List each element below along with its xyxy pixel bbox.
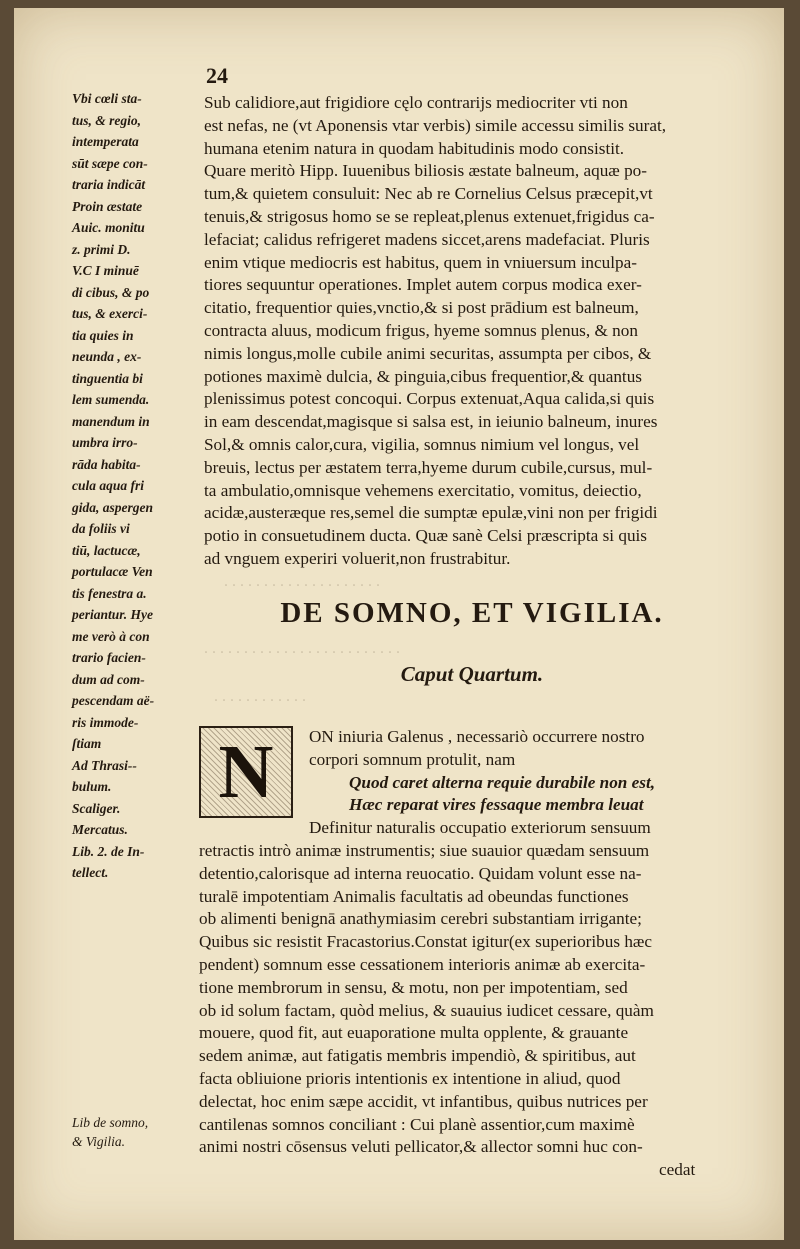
margin-note-line: di cibus, & po — [72, 284, 150, 300]
margin-note-line: tia quies in — [72, 327, 134, 343]
text-line: ob id solum factam, quòd melius, & suauius iudicet cessare, quàm — [199, 1000, 654, 1020]
margin-note-line: Scaliger. — [72, 800, 121, 816]
margin-note-line: pescendam aë- — [72, 693, 155, 708]
margin-note-line: manendum in — [72, 413, 150, 429]
text-line: est nefas, ne (vt Aponensis vtar verbis) simile accessu similis surat, — [204, 115, 667, 135]
text-line: mouere, quod fit, aut euaporatione multa opplente, & grauante — [199, 1023, 629, 1043]
text-line: enim vtique mediocris est habitus, quem in vniuersum inculpa- — [204, 252, 637, 272]
margin-note-line: z. primi D. — [72, 241, 131, 257]
text-line: nimis longus,molle cubile animi securitas, assumpta per cibos, & — [204, 343, 652, 363]
margin-note-line: & Vigilia. — [72, 1134, 125, 1149]
text-line: potiones maximè dulcia, & pinguia,cibus frequentior,& quantus — [204, 366, 642, 386]
book-page — [14, 8, 784, 1240]
decorated-initial — [199, 726, 293, 818]
text-line: lefaciat; calidus refrigeret madens siccet,arens madefaciat. Pluris — [204, 229, 650, 249]
margin-note-line: tinguentia bi — [72, 370, 143, 386]
text-line: Quare meritò Hipp. Iuuenibus biliosis æstate balneum, aquæ po- — [204, 161, 647, 181]
margin-note-line: Auic. monitu — [72, 220, 145, 235]
margin-note-line: gida, aspergen — [72, 499, 153, 515]
body-paragraph — [204, 92, 754, 571]
text-line: tenuis,& strigosus homo se se repleat,plenus extenuet,frigidus ca- — [204, 206, 655, 226]
margin-note-line: Vbi cœli sta- — [72, 91, 142, 106]
text-line: contracta aluus, modicum frigus, hyeme somnus plenus, & non — [204, 320, 638, 340]
margin-note-line: Ad Thrasi-- — [72, 757, 137, 773]
text-line: detentio,calorisque ad interna reuocatio. Quidam volunt esse na- — [199, 863, 642, 883]
margin-note-line: tus, & exerci- — [72, 306, 148, 321]
bleed-through-text: . . . . . . . . . . . . — [214, 688, 306, 705]
margin-note-line: trario facien- — [72, 650, 146, 665]
margin-note-line: tus, & regio, — [72, 112, 142, 128]
text-line: delectat, hoc enim sæpe accidit, vt infantibus, quibus nutrices per — [199, 1091, 648, 1111]
margin-note-line: neunda , ex- — [72, 349, 142, 364]
text-line: Sol,& omnis calor,cura, vigilia, somnus nimium vel longus, vel — [204, 434, 640, 454]
text-line: corpori somnum protulit, nam — [309, 749, 516, 769]
text-line: ta ambulatio,omnisque vehemens exercitatio, vomitus, deiectio, — [204, 480, 642, 500]
text-line: animi nostri cōsensus veluti pellicator,& allector somni huc con- — [199, 1137, 643, 1157]
text-line: tiores sequuntur operationes. Implet autem corpus modica exer- — [204, 275, 642, 295]
text-line: in eam descendat,magisque si salsa est, in ieiunio balneum, inures — [204, 412, 658, 432]
margin-note-line: lem sumenda. — [72, 392, 150, 407]
margin-note-line: ſtiam — [72, 736, 102, 751]
text-line: citatio, frequentior quies,vnctio,& si post prādium est balneum, — [204, 298, 639, 318]
text-line: breuis, lectus per æstatem terra,hyeme durum cubile,cursus, mul- — [204, 457, 653, 477]
margin-note-line: ris immode- — [72, 714, 139, 730]
margin-note-line: Lib de somno, — [72, 1115, 149, 1130]
text-line: Quibus sic resistit Fracastorius.Constat igitur(ex superioribus hæc — [199, 932, 653, 952]
text-line: cantilenas somnos conciliant : Cui planè assentior,cum maximè — [199, 1114, 635, 1134]
text-line: potio in consuetudinem ducta. Quæ sanè Celsi præscripta si quis — [204, 526, 647, 546]
margin-note-line: da foliis vi — [72, 521, 130, 536]
text-line: tum,& quietem consuluit: Nec ab re Cornelius Celsus præcepit,vt — [204, 184, 653, 204]
text-line: plenissimus potest concoqui. Corpus extenuat,Aqua calida,si quis — [204, 389, 655, 409]
margin-note-line: Mercatus. — [72, 822, 128, 837]
margin-note-line: umbra irro- — [72, 435, 138, 450]
text-line: Hæc reparat vires fessaque membra leuat — [349, 795, 644, 815]
text-line: humana etenim natura in quodam habitudinis modo consistit. — [204, 138, 625, 158]
text-line: retractis intrò animæ instrumentis; siue suauior quædam sensuum — [199, 840, 650, 860]
margin-note-line: dum ad com- — [72, 671, 145, 687]
margin-note-line: Lib. 2. de In- — [72, 843, 145, 859]
text-line: ob alimenti benignā anathymiasim cerebri substantiam irrigante; — [199, 909, 642, 929]
bleed-through-text: . . . . . . . . . . . . . . . . . . . . . . . . . — [204, 640, 400, 657]
margin-note-line: bulum. — [72, 779, 112, 794]
margin-note-bottom — [72, 1113, 196, 1151]
bleed-through-text: . . . . . . . . . . . . . . . . . . . . — [224, 573, 380, 590]
text-line: cedat — [659, 1160, 696, 1180]
chapter-heading: DE SOMNO, ET VIGILIA. — [280, 597, 664, 629]
margin-note-line: sūt sæpe con- — [72, 155, 148, 171]
text-line: acidæ,austeræque res,semel die sumptæ epulæ,vini non per frigidi — [204, 503, 658, 523]
margin-note-line: portulacæ Ven — [72, 564, 153, 579]
margin-note-line: intemperata — [72, 134, 139, 149]
margin-note-line: periantur. Hye — [72, 607, 154, 622]
text-line: ad vnguem experiri voluerit,non frustrabitur. — [204, 548, 511, 568]
chapter-subheading: Caput Quartum. — [400, 662, 544, 686]
text-line: ON iniuria Galenus , necessariò occurrere nostro — [309, 727, 645, 746]
text-line: facta obliuione prioris intentionis ex intentione in aliud, quod — [199, 1068, 621, 1088]
margin-note-line: Proin æstate — [72, 198, 143, 214]
margin-note-line: tis fenestra a. — [72, 585, 147, 601]
margin-note-line: rāda habita- — [72, 456, 141, 472]
page-number: 24 — [206, 63, 228, 88]
margin-note-line: tiū, lactucæ, — [72, 542, 141, 558]
margin-note-line: traria indicāt — [72, 177, 146, 192]
text-line: sedem animæ, aut fatigatis membris impendiò, & spiritibus, aut — [199, 1046, 636, 1066]
text-line: turalē impotentiam Animalis facultatis ad obeundas functiones — [199, 886, 629, 906]
text-line: tione membrorum in sensu, & motu, non per impotentiam, sed — [199, 977, 628, 997]
text-line: Quod caret alterna requie durabile non est, — [349, 772, 656, 792]
text-line: Definitur naturalis occupatio exteriorum sensuum — [309, 818, 651, 838]
margin-note-line: me verò à con — [72, 628, 150, 644]
text-line: pendent) somnum esse cessationem interioris animæ ab exercita- — [199, 954, 646, 974]
margin-note-line: tellect. — [72, 865, 109, 880]
text-line: Sub calidiore,aut frigidiore cęlo contrarijs mediocriter vti non — [204, 93, 628, 112]
margin-note-line: V.C I minuē — [72, 263, 139, 278]
margin-notes — [72, 88, 196, 884]
initial-letter: N — [201, 728, 291, 816]
margin-note-line: cula aqua fri — [72, 478, 145, 493]
